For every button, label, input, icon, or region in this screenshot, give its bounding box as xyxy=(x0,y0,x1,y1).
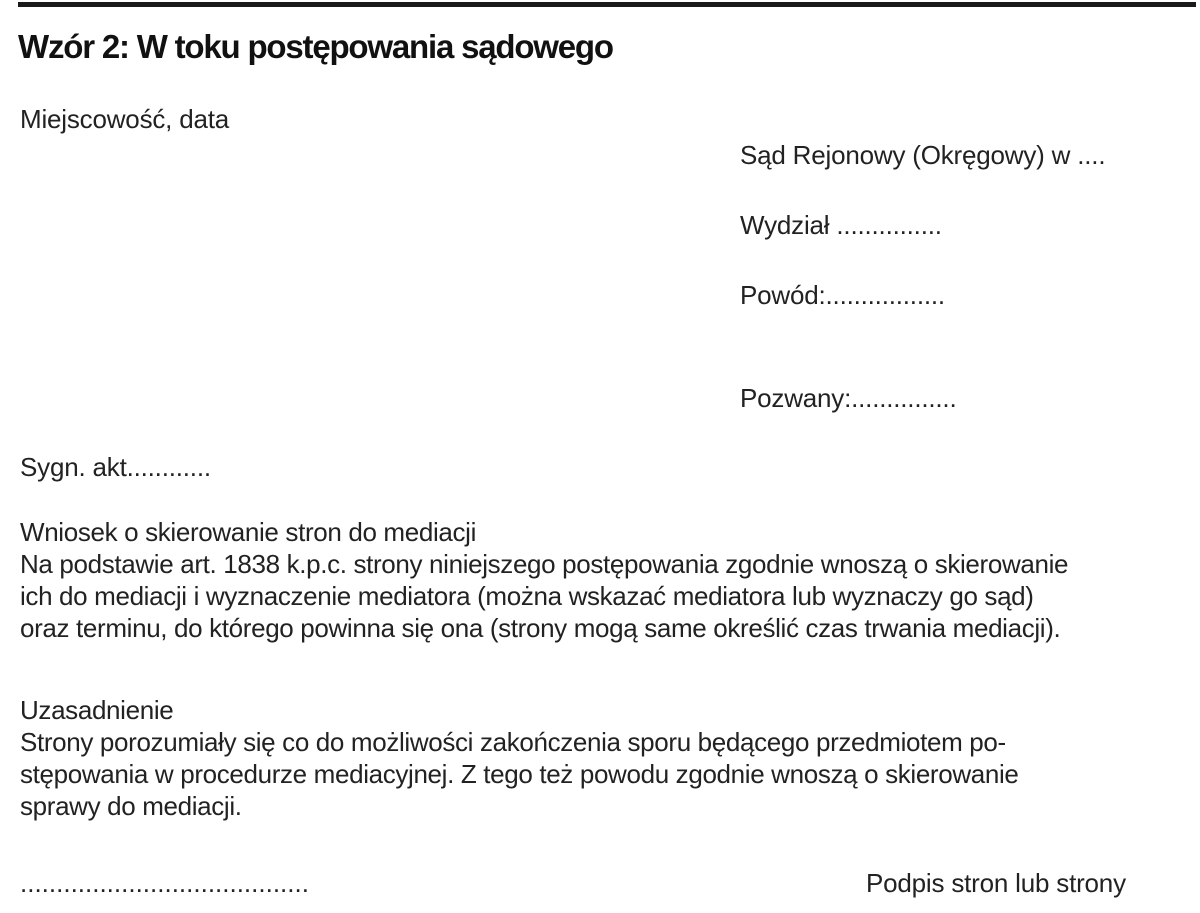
place-date-field: Miejscowość, data xyxy=(20,104,230,134)
document-title: Wzór 2: W toku postępowania sądowego xyxy=(18,28,613,65)
plaintiff-field: Powód:................. xyxy=(740,280,945,310)
justification-body-line: stępowania w procedurze mediacyjnej. Z tego też powodu zgodnie wnoszą o skierowanie xyxy=(20,759,1019,789)
request-body-line: ich do mediacji i wyznaczenie mediatora (można wskazać mediatora lub wyznaczy go sąd) xyxy=(20,581,1034,611)
signature-line: ........................................ xyxy=(20,868,309,898)
court-field: Sąd Rejonowy (Okręgowy) w .... xyxy=(740,140,1106,170)
justification-section xyxy=(20,694,1190,822)
request-heading: Wniosek o skierowanie stron do mediacji xyxy=(20,517,477,547)
justification-heading: Uzasadnienie xyxy=(20,695,174,725)
defendant-field: Pozwany:............... xyxy=(740,383,957,413)
request-section xyxy=(20,516,1190,644)
request-body-line: oraz terminu, do którego powinna się ona (strony mogą same określić czas trwania mediacji). xyxy=(20,613,1061,643)
case-number-field: Sygn. akt............ xyxy=(20,452,211,482)
division-field: Wydział ............... xyxy=(740,210,942,240)
signature-label: Podpis stron lub strony xyxy=(866,868,1126,898)
top-rule xyxy=(18,2,1196,7)
justification-body-line: Strony porozumiały się co do możliwości zakończenia sporu będącego przedmiotem po- xyxy=(20,727,1006,757)
request-body-line: Na podstawie art. 1838 k.p.c. strony niniejszego postępowania zgodnie wnoszą o skierowanie xyxy=(20,549,1069,579)
justification-body-line: sprawy do mediacji. xyxy=(20,791,242,821)
